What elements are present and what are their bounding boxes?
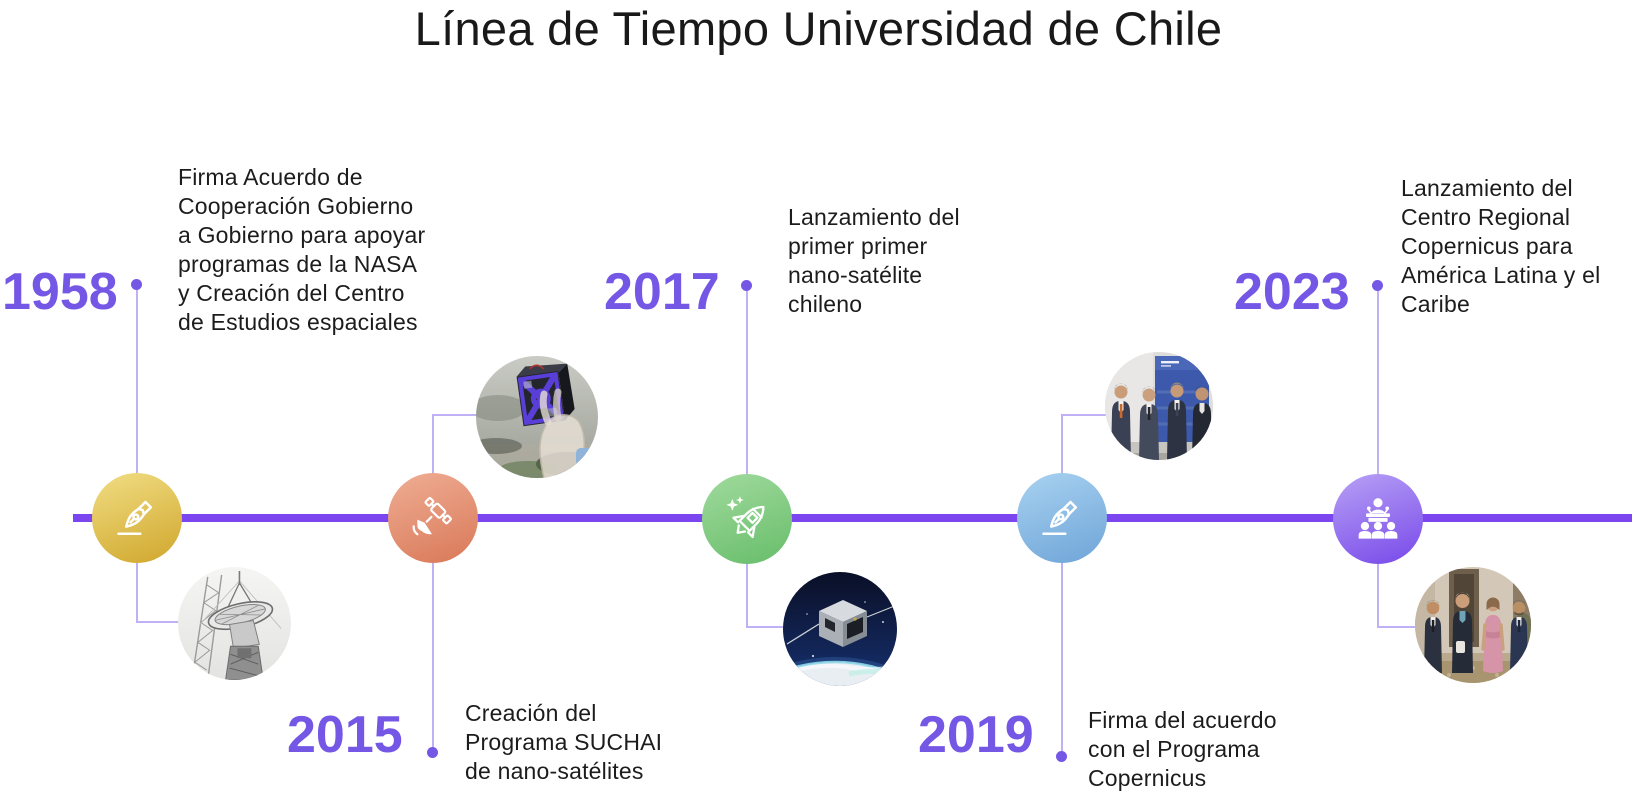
timeline-dot [741, 280, 752, 291]
event-description-2017 [788, 203, 960, 319]
event-description-line: programas de la NASA [178, 251, 418, 277]
timeline-dot [1056, 751, 1067, 762]
event-description-line: Caribe [1401, 291, 1470, 317]
year-label-1958: 1958 [2, 263, 118, 321]
event-description-line: con el Programa [1088, 736, 1260, 762]
cubesat-in-hand-photo [476, 356, 598, 478]
event-description-line: de Estudios espaciales [178, 309, 418, 335]
event-description-line: Firma del acuerdo [1088, 707, 1277, 733]
year-label-2019: 2019 [918, 706, 1034, 764]
event-description-2023 [1401, 174, 1600, 319]
connector-line-vertical [1377, 286, 1379, 627]
event-description-line: Lanzamiento del [788, 204, 960, 230]
milestone-node-2023 [1333, 474, 1423, 564]
connector-line-vertical [1061, 414, 1063, 754]
event-description-line: Copernicus para [1401, 233, 1573, 259]
milestone-node-2019 [1017, 473, 1107, 563]
event-description-line: primer primer [788, 233, 928, 259]
timeline-dot [131, 279, 142, 290]
year-label-2023: 2023 [1234, 263, 1350, 321]
radio-telescope-antenna-photo [178, 567, 291, 680]
connector-line-vertical [432, 414, 434, 750]
milestone-node-1958 [92, 473, 182, 563]
conference-panel-icon [1353, 494, 1403, 544]
event-description-line: nano-satélite [788, 262, 923, 288]
milestone-node-2015 [388, 473, 478, 563]
year-label-2017: 2017 [604, 263, 720, 321]
connector-line-vertical [136, 285, 138, 623]
rocket-launch-icon [722, 494, 772, 544]
event-description-line: Copernicus [1088, 765, 1207, 791]
event-description-line: y Creación del Centro [178, 280, 405, 306]
event-description-line: de nano-satélites [465, 758, 644, 784]
connector-line-horizontal [1061, 414, 1111, 416]
copernicus-center-launch-group-photo [1415, 567, 1531, 683]
timeline-dot [427, 747, 438, 758]
event-description-line: Creación del [465, 700, 597, 726]
connector-line-horizontal [432, 414, 480, 416]
event-description-line: América Latina y el [1401, 262, 1601, 288]
event-description-2019 [1088, 706, 1277, 793]
pen-signature-icon [1037, 493, 1087, 543]
event-description-2015 [465, 699, 662, 786]
event-description-line: chileno [788, 291, 863, 317]
year-label-2015: 2015 [287, 706, 403, 764]
event-description-line: a Gobierno para apoyar [178, 222, 426, 248]
event-description-1958 [178, 163, 425, 337]
connector-line-vertical [746, 286, 748, 627]
satellite-icon [409, 494, 457, 542]
event-description-line: Firma Acuerdo de [178, 164, 363, 190]
nanosatellite-in-orbit-photo [783, 572, 897, 686]
event-description-line: Programa SUCHAI [465, 729, 663, 755]
page-title: Línea de Tiempo Universidad de Chile [414, 2, 1223, 55]
timeline-dot [1372, 280, 1383, 291]
event-description-line: Lanzamiento del [1401, 175, 1573, 201]
pen-signature-icon [112, 493, 162, 543]
milestone-node-2017 [702, 474, 792, 564]
copernicus-agreement-group-photo [1105, 352, 1213, 460]
event-description-line: Centro Regional [1401, 204, 1571, 230]
event-description-line: Cooperación Gobierno [178, 193, 414, 219]
